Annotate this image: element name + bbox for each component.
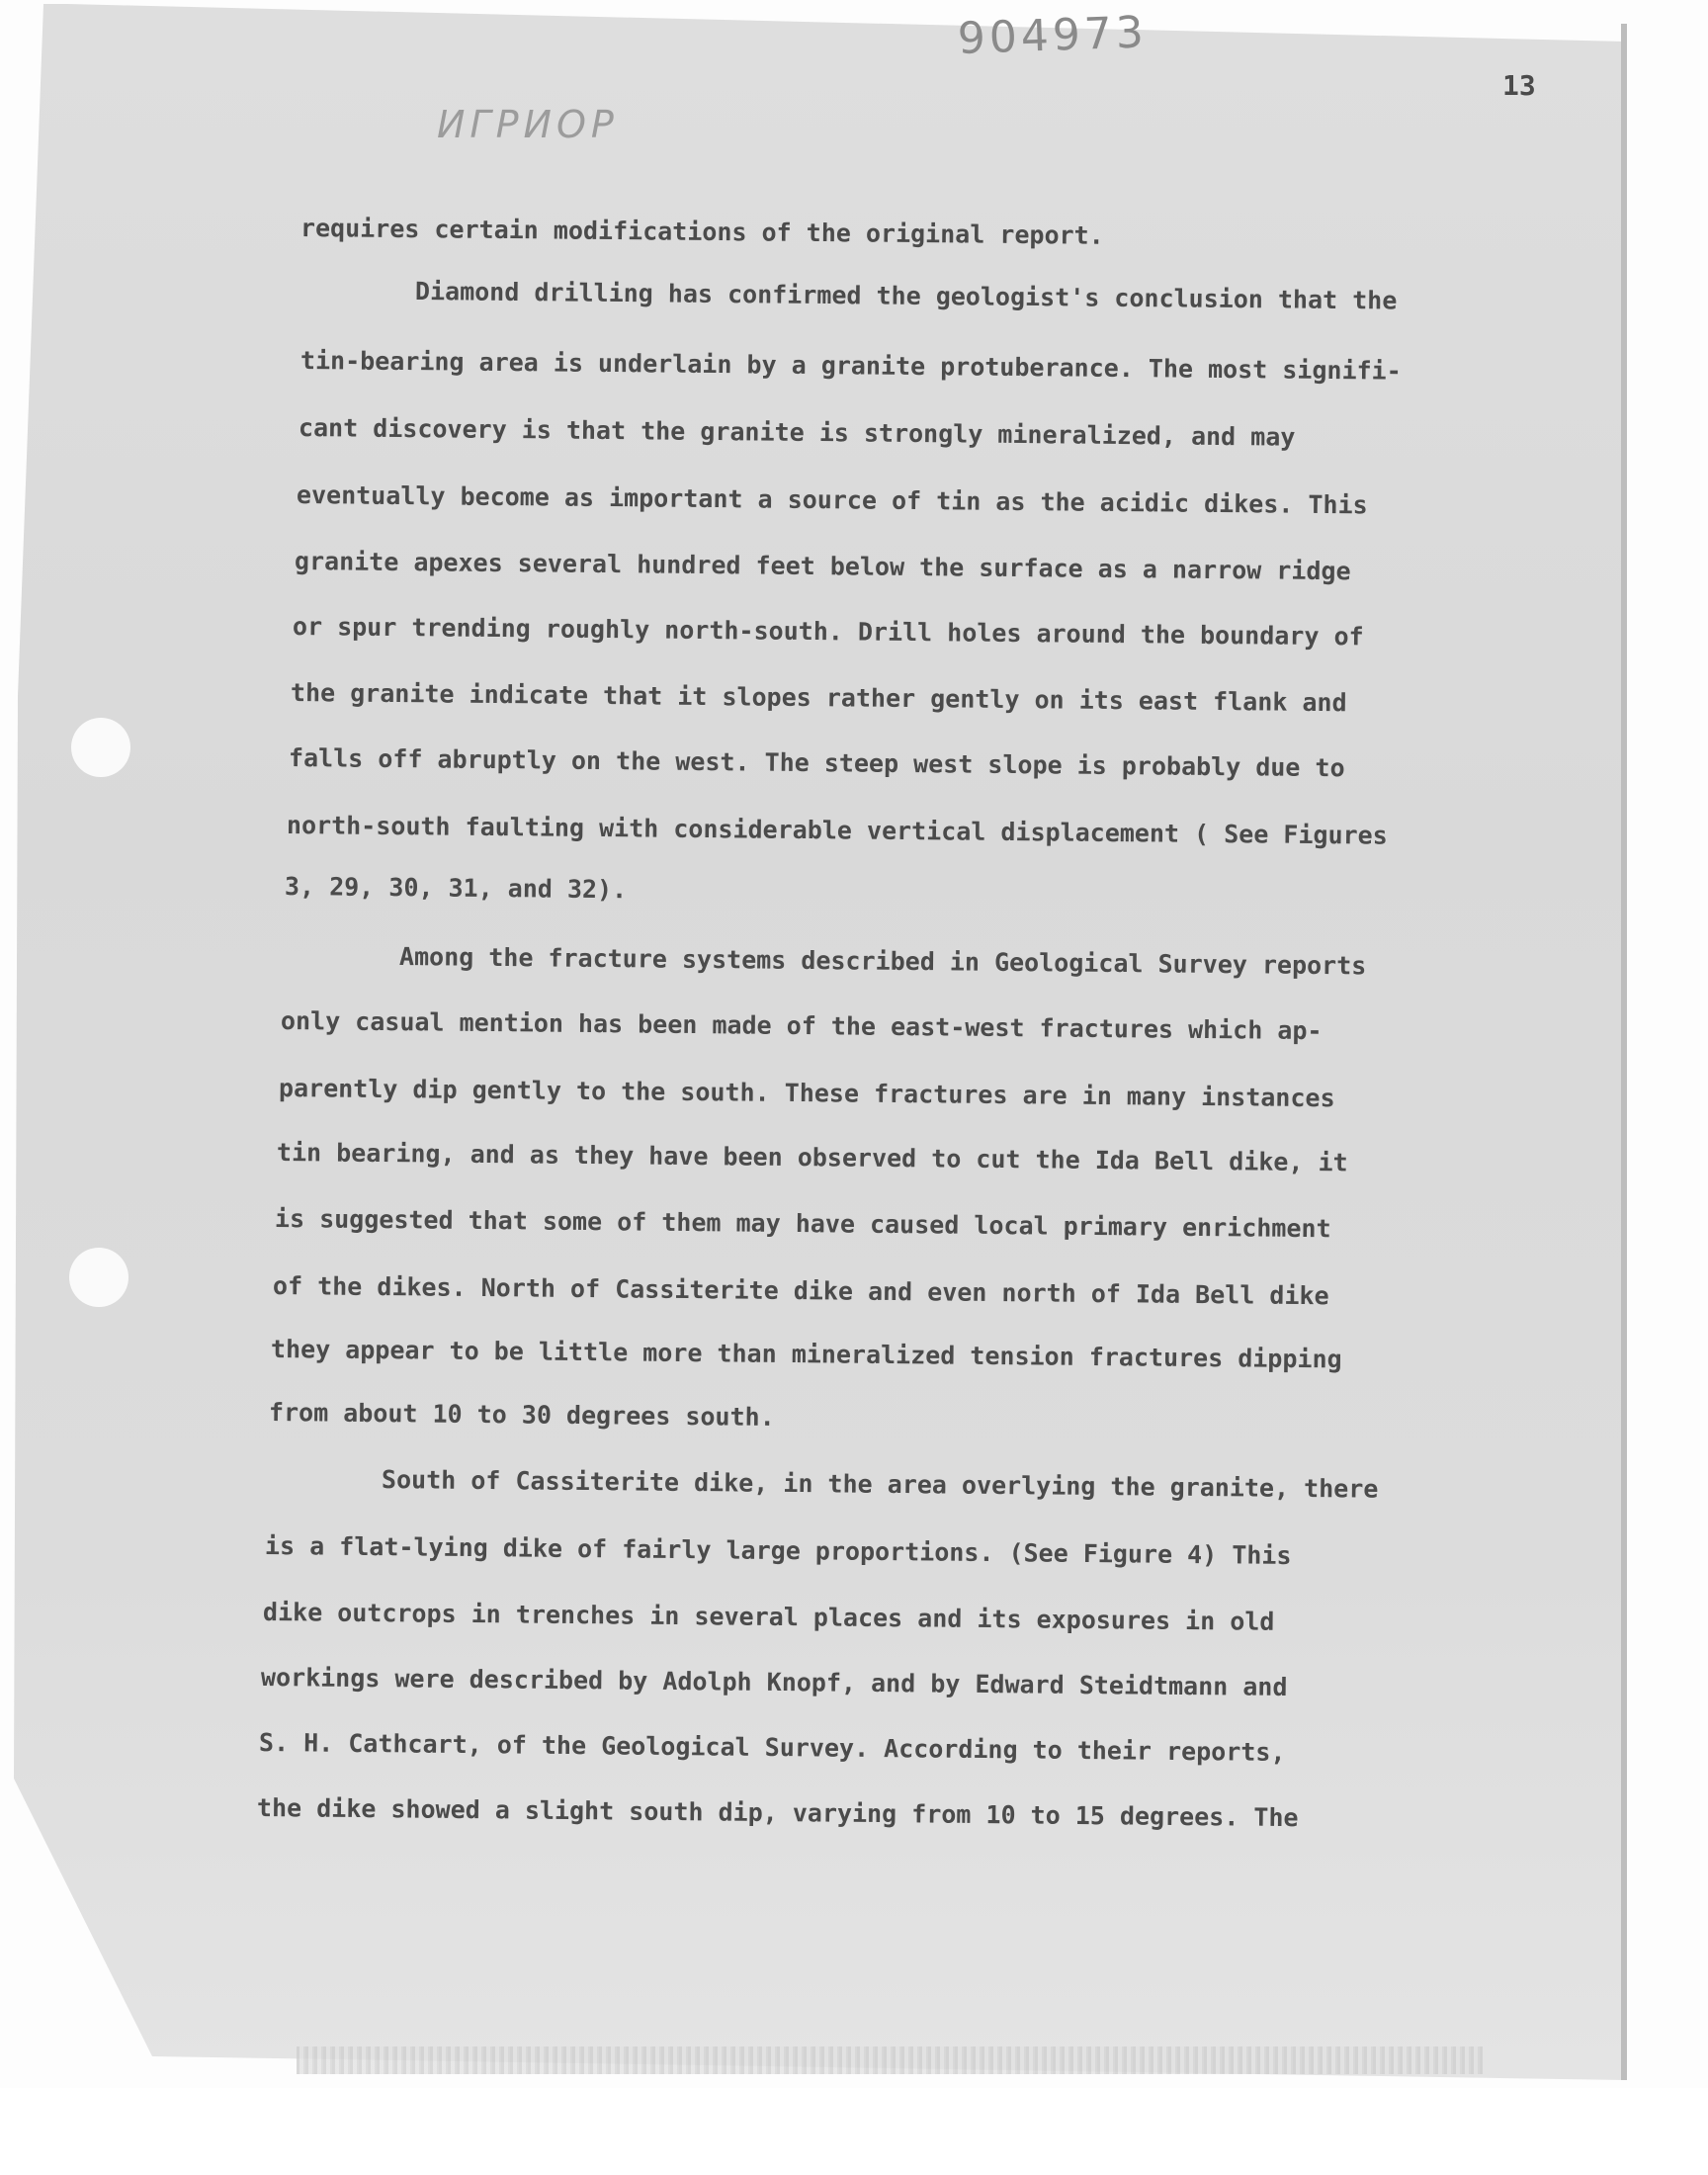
text-line: of the dikes. North of Cassiterite dike and even north of Ida Bell dike [272, 1271, 1329, 1311]
text-line: workings were described by Adolph Knopf, and by Edward Steidtmann and [260, 1663, 1288, 1701]
text-line: or spur trending roughly north-south. Drill holes around the boundary of [292, 612, 1364, 652]
text-line: tin bearing, and as they have been observed to cut the Ida Bell dike, it [276, 1138, 1348, 1177]
text-line: is a flat-lying dike of fairly large proportions. (See Figure 4) This [264, 1531, 1292, 1570]
text-line: granite apexes several hundred feet below the surface as a narrow ridge [294, 547, 1351, 586]
text-line: from about 10 to 30 degrees south. [268, 1398, 775, 1432]
handwritten-document-number: 904973 [957, 7, 1149, 64]
typewritten-page [14, 4, 1625, 2080]
text-line: only casual mention has been made of the east-west fractures which ap- [280, 1006, 1323, 1046]
text-line: cant discovery is that the granite is strongly mineralized, and may [298, 413, 1296, 452]
text-line: requires certain modifications of the original report. [299, 214, 1104, 250]
page-edge-shadow [1621, 24, 1627, 2080]
page-number: 13 [1502, 69, 1536, 102]
text-line: parently dip gently to the south. These fractures are in many instances [278, 1074, 1335, 1113]
text-line: South of Cassiterite dike, in the area overlying the granite, there [381, 1465, 1379, 1504]
text-line: S. H. Cathcart, of the Geological Survey. According to their reports, [258, 1728, 1286, 1767]
bottom-scan-smudge [297, 2046, 1483, 2074]
punch-hole-top [71, 718, 130, 777]
text-line: they appear to be little more than mineralized tension fractures dipping [270, 1335, 1342, 1374]
text-line: the dike showed a slight south dip, varying from 10 to 15 degrees. The [256, 1793, 1299, 1833]
text-line: is suggested that some of them may have caused local primary enrichment [274, 1204, 1331, 1244]
text-line: dike outcrops in trenches in several places and its exposures in old [262, 1598, 1275, 1636]
text-line: falls off abruptly on the west. The steep west slope is probably due to [288, 743, 1345, 783]
punch-hole-bottom [69, 1248, 128, 1307]
text-line: the granite indicate that it slopes rather gently on its east flank and [290, 678, 1347, 718]
text-line: Diamond drilling has confirmed the geologist's conclusion that the [414, 277, 1398, 315]
text-line: eventually become as important a source of tin as the acidic dikes. This [296, 480, 1368, 520]
text-line: tin-bearing area is underlain by a granite protuberance. The most signifi- [299, 346, 1402, 386]
faded-stamp-mark: ИГРИОР [437, 103, 619, 146]
text-line: Among the fracture systems described in Geological Survey reports [398, 942, 1367, 981]
scan-bottom-margin [0, 2088, 1708, 2175]
text-line: north-south faulting with considerable vertical displacement ( See Figures [286, 811, 1388, 850]
text-line: 3, 29, 30, 31, and 32). [284, 872, 628, 905]
